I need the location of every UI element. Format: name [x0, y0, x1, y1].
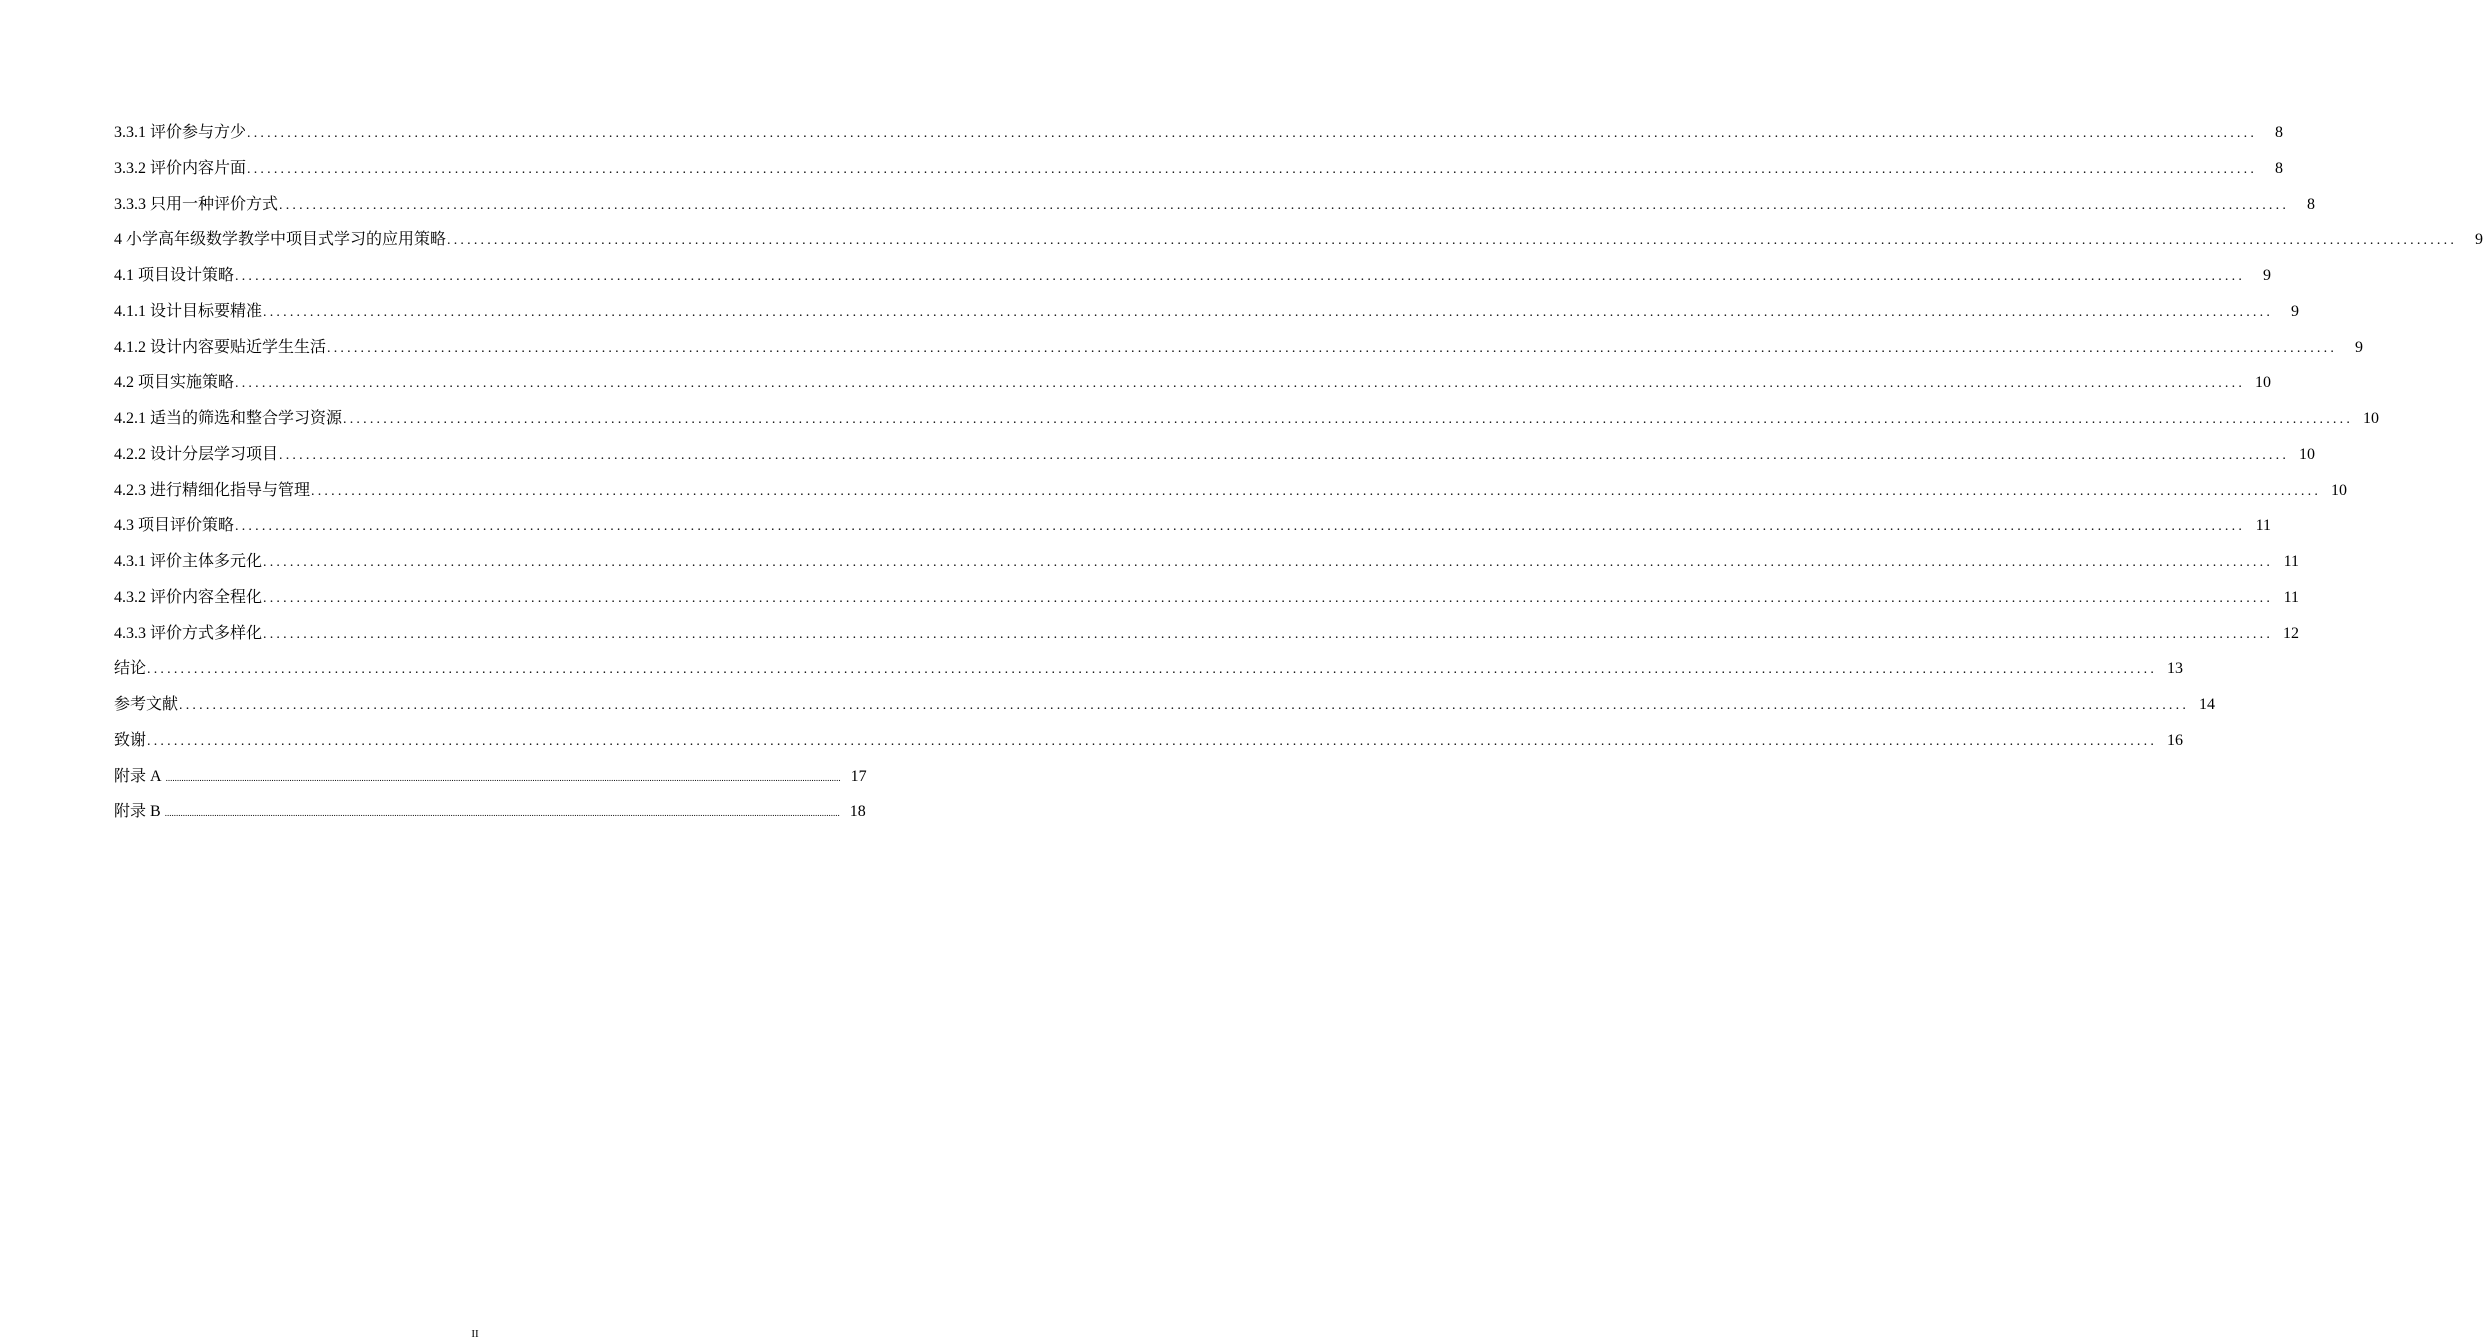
toc-entry[interactable]: [114, 365, 2272, 401]
toc-dot-leader: ............................................................................................................................................................................................................................................................................................................: [165, 772, 841, 783]
toc-entry-title: 4.1.1 设计目标要精准: [114, 302, 263, 320]
toc-page-number: 13: [2167, 660, 2184, 678]
toc-dot-leader: ............................................................................................................................................................................................................................................................................................................: [279, 197, 2290, 213]
toc-page-number: 12: [2283, 624, 2300, 642]
toc-page-number: 11: [2283, 553, 2300, 570]
toc-entry[interactable]: [114, 437, 2316, 473]
toc-page-number: 11: [2283, 588, 2300, 606]
toc-entry[interactable]: [114, 151, 2284, 187]
toc-entry-title: 结论: [114, 660, 147, 678]
toc-entry[interactable]: [114, 580, 2300, 616]
toc-page-number: 8: [2275, 159, 2284, 177]
toc-entry-title: 3.3.1 评价参与方少: [114, 124, 247, 141]
toc-dot-leader: ............................................................................................................................................................................................................................................................................................................: [279, 447, 2290, 463]
toc-page-number: 9: [2475, 231, 2483, 249]
toc-page-number: 14: [2199, 696, 2216, 713]
toc-entry[interactable]: [114, 723, 2184, 759]
toc-entry-title: 4.3.1 评价主体多元化: [114, 553, 263, 570]
toc-page-number: 10: [2363, 410, 2380, 427]
toc-entry[interactable]: [114, 616, 2300, 652]
toc-page-number: 18: [849, 803, 866, 821]
toc-page-number: 9: [2355, 338, 2364, 356]
toc-entry-title: 4.1.2 设计内容要贴近学生生活: [114, 338, 327, 356]
toc-dot-leader: ............................................................................................................................................................................................................................................................................................................: [263, 590, 2274, 606]
toc-page-number: 10: [2299, 445, 2316, 463]
toc-entry[interactable]: [114, 187, 2316, 223]
toc-entry[interactable]: [114, 687, 2216, 723]
toc-entry[interactable]: [114, 759, 867, 795]
toc-dot-leader: ............................................................................................................................................................................................................................................................................................................: [447, 233, 2458, 249]
toc-entry-title: 附录 A: [114, 767, 162, 785]
toc-dot-leader: ............................................................................................................................................................................................................................................................................................................: [311, 483, 2322, 499]
toc-entry[interactable]: [114, 401, 2380, 437]
toc-entry[interactable]: [114, 222, 2483, 258]
toc-entry-title: 4.2.2 设计分层学习项目: [114, 445, 279, 463]
page-number-footer: II: [471, 1328, 479, 1340]
toc-dot-leader: ............................................................................................................................................................................................................................................................................................................: [147, 733, 2158, 749]
toc-entry[interactable]: [114, 330, 2364, 366]
toc-entry-title: 4.2.1 适当的筛选和整合学习资源: [114, 410, 343, 427]
toc-entry-title: 4.3.3 评价方式多样化: [114, 624, 263, 642]
toc-dot-leader: ............................................................................................................................................................................................................................................................................................................: [235, 519, 2246, 535]
toc-entry-title: 附录 B: [114, 803, 161, 821]
toc-page-number: 8: [2275, 124, 2284, 141]
toc-entry[interactable]: [114, 544, 2300, 580]
toc-dot-leader: ............................................................................................................................................................................................................................................................................................................: [247, 126, 2258, 141]
toc-dot-leader: ............................................................................................................................................................................................................................................................................................................: [164, 808, 840, 819]
toc-entry[interactable]: [114, 794, 866, 830]
toc-dot-leader: ............................................................................................................................................................................................................................................................................................................: [179, 698, 2190, 713]
toc-entry-title: 3.3.3 只用一种评价方式: [114, 195, 279, 213]
toc-entry-title: 4.2 项目实施策略: [114, 374, 235, 392]
toc-page-number: 10: [2255, 374, 2272, 392]
toc-entry-title: 4 小学高年级数学教学中项目式学习的应用策略: [114, 231, 447, 249]
toc-dot-leader: ............................................................................................................................................................................................................................................................................................................: [235, 376, 2246, 392]
toc-entry-title: 3.3.2 评价内容片面: [114, 159, 247, 177]
toc-dot-leader: ............................................................................................................................................................................................................................................................................................................: [343, 412, 2354, 427]
toc-page-number: 10: [2331, 481, 2348, 499]
toc-entry[interactable]: [114, 473, 2348, 509]
toc-page-number: 11: [2255, 517, 2272, 535]
toc-page-number: 9: [2263, 267, 2272, 284]
toc-page-number: 16: [2167, 731, 2184, 749]
toc-entry[interactable]: [114, 115, 2284, 151]
toc-dot-leader: ............................................................................................................................................................................................................................................................................................................: [263, 626, 2274, 642]
toc-entry-title: 4.3 项目评价策略: [114, 517, 235, 535]
toc-entry-title: 参考文献: [114, 696, 179, 713]
toc-dot-leader: ............................................................................................................................................................................................................................................................................................................: [327, 340, 2338, 356]
toc-page-number: 17: [850, 767, 867, 785]
toc-entry-title: 4.1 项目设计策略: [114, 267, 235, 284]
toc-entry[interactable]: [114, 651, 2184, 687]
toc-entry[interactable]: [114, 294, 2300, 330]
toc-dot-leader: ............................................................................................................................................................................................................................................................................................................: [247, 161, 2258, 177]
toc-entry-title: 4.3.2 评价内容全程化: [114, 588, 263, 606]
toc-dot-leader: ............................................................................................................................................................................................................................................................................................................: [263, 555, 2274, 570]
toc-dot-leader: ............................................................................................................................................................................................................................................................................................................: [235, 269, 2246, 284]
toc-entry[interactable]: [114, 258, 2272, 294]
toc-page-number: 8: [2307, 195, 2316, 213]
table-of-contents: [114, 115, 2483, 830]
toc-page-number: 9: [2291, 302, 2300, 320]
toc-entry-title: 致谢: [114, 731, 147, 749]
toc-entry[interactable]: [114, 508, 2272, 544]
toc-dot-leader: ............................................................................................................................................................................................................................................................................................................: [147, 662, 2158, 678]
toc-entry-title: 4.2.3 进行精细化指导与管理: [114, 481, 311, 499]
toc-dot-leader: ............................................................................................................................................................................................................................................................................................................: [263, 304, 2274, 320]
